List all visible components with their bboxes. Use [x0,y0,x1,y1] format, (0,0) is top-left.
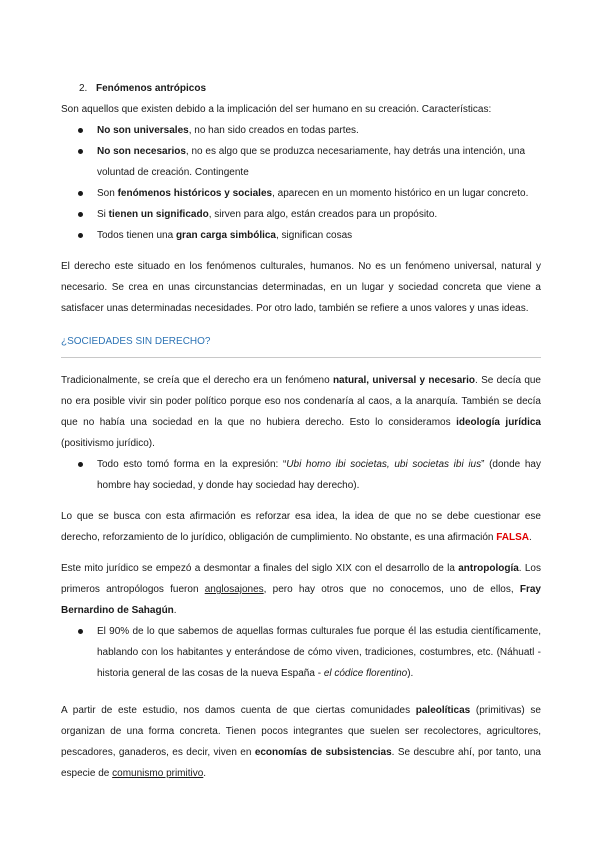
list-item: Son fenómenos históricos y sociales, aparecen en un momento histórico en un lugar concreto. [61,183,541,204]
list [61,454,541,496]
bullet-icon [78,191,83,196]
divider [61,357,541,358]
bullet-icon [78,233,83,238]
bullet-icon [78,462,83,467]
section-number: 2. [79,83,88,94]
paragraph: Lo que se busca con esta afirmación es reforzar esa idea, la idea de que no se debe cuestionar ese derecho, reforzamiento de lo jurídico, obligación de cumplimiento. No obstante, es una afirmación FALSA. [61,511,541,543]
document-body [61,78,541,784]
characteristics-list [61,120,541,246]
list-item: No son universales, no han sido creados en todas partes. [61,120,541,141]
bullet-icon [78,149,83,154]
paragraph: Tradicionalmente, se creía que el derecho era un fenómeno natural, universal y necesario. Se decía que no era posible vivir sin poder político porque eso nos condenaría al caos, a la anarquía. También se decía que no había una sociedad en la que no hubiera derecho. Esto lo consideramos ideología jurídica (positivismo jurídico). [61,375,541,449]
list-item: El 90% de lo que sabemos de aquellas formas culturales fue porque él las estudia científicamente, hablando con los habitantes y enterándose de cómo viven, tradiciones, costumbres, etc. (Náhuatl - historia general de las cosas de la nueva España - el códice florentino). [61,621,541,684]
paragraph: Este mito jurídico se empezó a desmontar a finales del siglo XIX con el desarrollo de la antropología. Los primeros antropólogos fueron anglosajones, pero hay otros que no conocemos, uno de ellos, Fray Bernardino de Sahagún. [61,563,541,616]
falsa-highlight: FALSA [496,532,530,543]
section-heading [61,78,541,99]
bullet-icon [78,629,83,634]
list-item: No son necesarios, no es algo que se produzca necesariamente, hay detrás una intención, una voluntad de creación. Contingente [61,141,541,183]
section-intro: Son aquellos que existen debido a la implicación del ser humano en su creación. Características: [61,104,492,115]
paragraph: El derecho este situado en los fenómenos culturales, humanos. No es un fenómeno universal, natural y necesario. Se crea en unas circunstancias determinadas, en un lugar y sociedad concreta que viene a satisfacer unas determinadas necesidades. Por otro lado, también se refiere a unos valores y unas ideas. [61,261,541,314]
list [61,621,541,684]
section-title: Fenómenos antrópicos [96,83,207,94]
bullet-icon [78,128,83,133]
list-item: Todos tienen una gran carga simbólica, significan cosas [61,225,541,246]
paragraph: A partir de este estudio, nos damos cuenta de que ciertas comunidades paleolíticas (primitivas) se organizan de una forma concreta. Tienen pocos integrantes que suelen ser recolectores, agricultores, pescadores, ganaderos, es decir, viven en economías de subsistencias. Se descubre ahí, por tanto, una especie de comunismo primitivo. [61,705,541,779]
section-title: ¿SOCIEDADES SIN DERECHO? [61,336,211,347]
list-item: Todo esto tomó forma en la expresión: “Ubi homo ibi societas, ubi societas ibi ius” (donde hay hombre hay sociedad, y donde hay sociedad hay derecho). [61,454,541,496]
list-item: Si tienen un significado, sirven para algo, están creados para un propósito. [61,204,541,225]
bullet-icon [78,212,83,217]
